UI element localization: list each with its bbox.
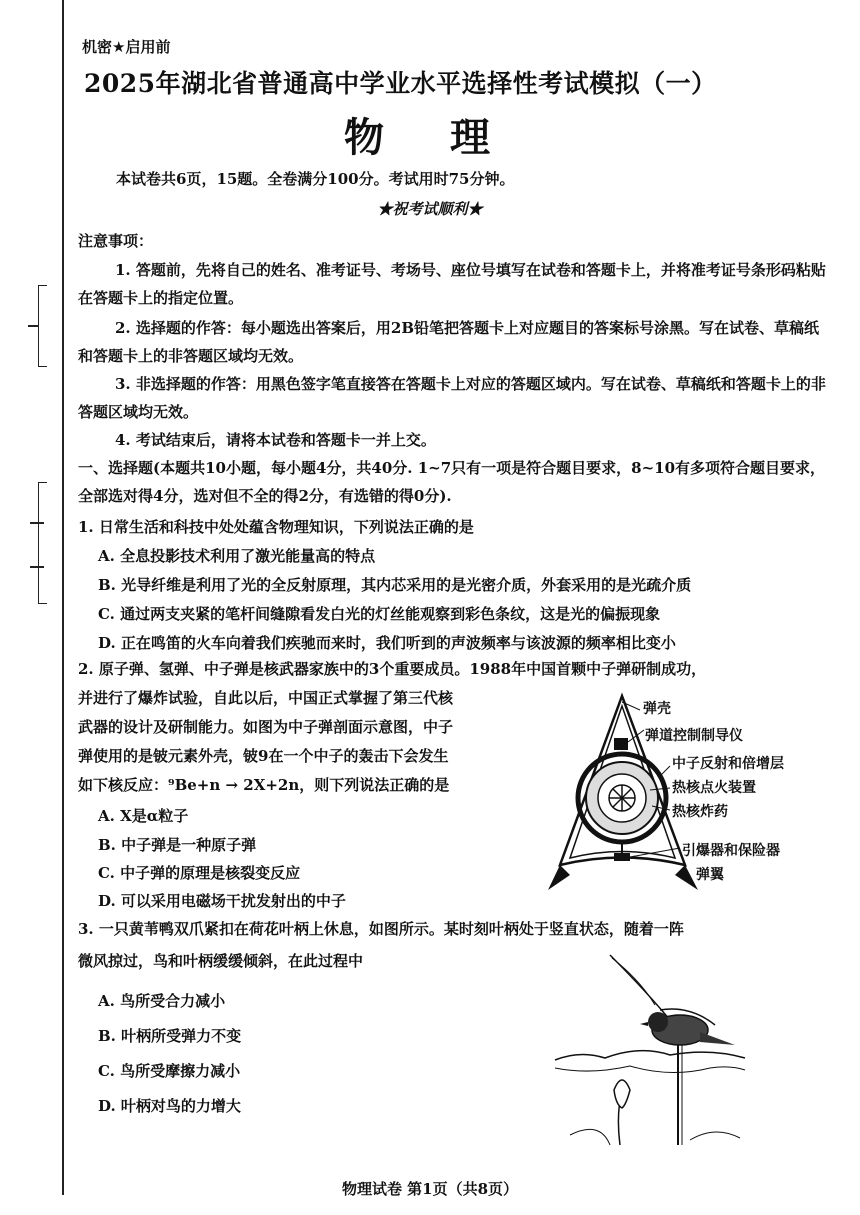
binding-bracket bbox=[38, 285, 47, 367]
question-2-stem: 2. 原子弹、氢弹、中子弹是核武器家族中的3个重要成员。1988年中国首颗中子弹研制成功， bbox=[78, 660, 707, 678]
q2-option-b: B. 中子弹是一种原子弹 bbox=[98, 836, 257, 854]
question-3-stem-line: 微风掠过，鸟和叶柄缓缓倾斜，在此过程中 bbox=[78, 952, 364, 970]
figure-label-explosive: 热核炸药 bbox=[672, 804, 728, 820]
q3-option-d: D. 叶柄对鸟的力增大 bbox=[98, 1097, 241, 1115]
page-footer: 物理试卷 第1页（共8页） bbox=[341, 1180, 519, 1198]
notice-item: 3. 非选择题的作答：用黑色签字笔直接答在答题卡上对应的答题区域内。写在试卷、草稿纸和答题卡上的非答题区域均无效。 bbox=[78, 375, 826, 421]
q1-option-d: D. 正在鸣笛的火车向着我们疾驰而来时，我们听到的声波频率与该波源的频率相比变小 bbox=[98, 634, 676, 652]
q1-option-c: C. 通过两支夹紧的笔杆间缝隙看发白光的灯丝能观察到彩色条纹，这是光的偏振现象 bbox=[98, 605, 661, 623]
q2-option-d: D. 可以采用电磁场干扰发射出的中子 bbox=[98, 892, 346, 910]
notice-heading: 注意事项： bbox=[78, 232, 154, 250]
exam-intro: 本试卷共6页，15题。全卷满分100分。考试用时75分钟。 bbox=[116, 170, 515, 188]
exam-title: 2025年湖北省普通高中学业水平选择性考试模拟（一） bbox=[84, 69, 717, 98]
question-2-stem-line: 武器的设计及研制能力。如图为中子弹剖面示意图，中子 bbox=[78, 718, 454, 736]
q3-option-c: C. 鸟所受摩擦力减小 bbox=[98, 1062, 241, 1080]
notice-item: 2. 选择题的作答：每小题选出答案后，用2B铅笔把答题卡上对应题目的答案标号涂黑。写在试卷、草稿纸和答题卡上的非答题区域均无效。 bbox=[78, 319, 820, 365]
binding-tick bbox=[30, 566, 44, 568]
notice-item: 4. 考试结束后，请将本试卷和答题卡一并上交。 bbox=[115, 431, 436, 449]
figure-label-guidance: 弹道控制制导仪 bbox=[645, 728, 743, 744]
q2-option-c: C. 中子弹的原理是核裂变反应 bbox=[98, 864, 301, 882]
binding-tick bbox=[30, 522, 44, 524]
q2-option-a: A. X是α粒子 bbox=[98, 807, 189, 825]
binding-bracket bbox=[38, 482, 47, 604]
q3-option-b: B. 叶柄所受弹力不变 bbox=[98, 1027, 242, 1045]
figure-label-detonator: 引爆器和保险器 bbox=[682, 843, 780, 859]
notice-item: 1. 答题前，先将自己的姓名、准考证号、考场号、座位号填写在试卷和答题卡上，并将准考证号条形码粘贴在答题卡上的指定位置。 bbox=[78, 261, 826, 307]
q3-option-a: A. 鸟所受合力减小 bbox=[98, 992, 226, 1010]
question-1-stem: 1. 日常生活和科技中处处蕴含物理知识，下列说法正确的是 bbox=[78, 518, 474, 536]
figure-label-fin: 弹翼 bbox=[696, 867, 724, 883]
question-2-stem-line: 弹使用的是铍元素外壳，铍9在一个中子的轰击下会发生 bbox=[78, 747, 449, 765]
question-2-stem-line: 并进行了爆炸试验，自此以后，中国正式掌握了第三代核 bbox=[78, 689, 454, 707]
binding-tick bbox=[28, 325, 38, 327]
section-heading: 一、选择题(本题共10小题，每小题4分，共40分. 1~7只有一项是符合题目要求，8~10有多项符合题目要求，全部选对得4分，选对但不全的得2分，有选错的得0分). bbox=[78, 459, 826, 505]
subject-title: 物 理 bbox=[344, 114, 516, 161]
figure-label-reflector: 中子反射和倍增层 bbox=[672, 756, 784, 772]
figure-label-shell: 弹壳 bbox=[643, 701, 671, 717]
binding-margin-line bbox=[62, 0, 64, 1195]
question-2-stem-line: 如下核反应：⁹Be+n → 2X+2n，则下列说法正确的是 bbox=[78, 776, 450, 794]
question-3-stem: 3. 一只黄苇鸭双爪紧扣在荷花叶柄上休息，如图所示。某时刻叶柄处于竖直状态，随着一阵 bbox=[78, 920, 684, 938]
good-luck-line: ★祝考试顺利★ bbox=[377, 200, 483, 218]
bird-on-lotus-illustration bbox=[550, 950, 750, 1155]
confidential-mark: 机密★启用前 bbox=[82, 38, 171, 56]
figure-label-ignition: 热核点火装置 bbox=[672, 780, 756, 796]
q1-option-b: B. 光导纤维是利用了光的全反射原理，其内芯采用的是光密介质，外套采用的是光疏介质 bbox=[98, 576, 692, 594]
q1-option-a: A. 全息投影技术利用了激光能量高的特点 bbox=[98, 547, 376, 565]
